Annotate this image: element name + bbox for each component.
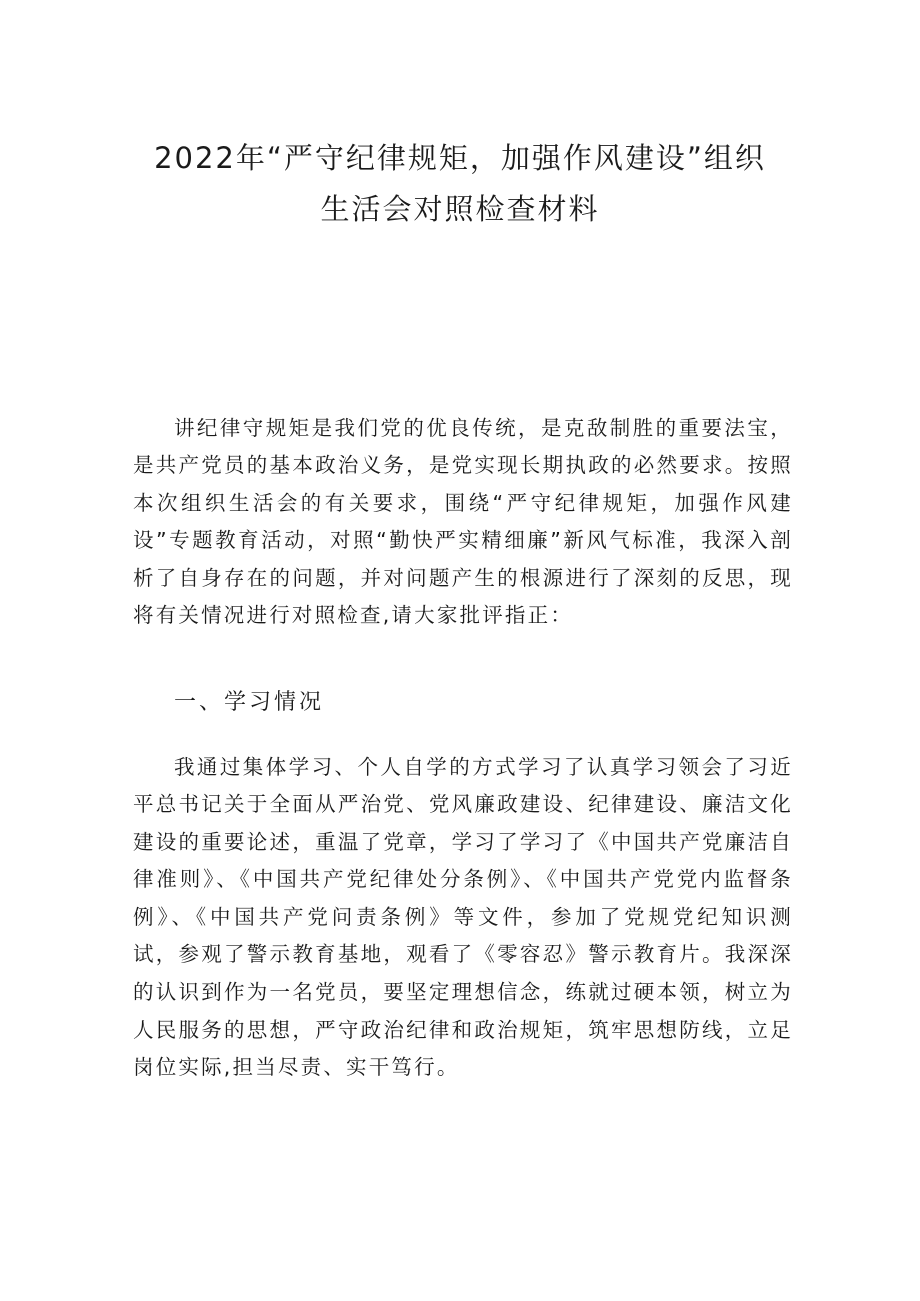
document-title-line-1: 2022年“严守纪律规矩，加强作风建设”组织	[154, 141, 766, 175]
section-heading-study: 一、学习情况	[174, 690, 325, 715]
intro-paragraph: 讲纪律守规矩是我们党的优良传统，是克敌制胜的重要法宝，是共产党员的基本政治义务，是党实现长期执政的必然要求。按照本次组织生活会的有关要求，围绕“严守纪律规矩，加强作风建设”专题教育活动，对照“勤快严实精细廉”新风气标准，我深入剖析了自身存在的问题，并对问题产生的根源进行了深刻的反思，现将有关情况进行对照检查,请大家批评指正：	[133, 415, 793, 628]
section-study-paragraph: 我通过集体学习、个人自学的方式学习了认真学习领会了习近平总书记关于全面从严治党、党风廉政建设、纪律建设、廉洁文化建设的重要论述，重温了党章，学习了学习了《中国共产党廉洁自律准则》、《中国共产党纪律处分条例》、《中国共产党党内监督条例》、《中国共产党问责条例》等文件，参加了党规党纪知识测试，参观了警示教育基地，观看了《零容忍》警示教育片。我深深的认识到作为一名党员，要坚定理想信念，练就过硬本领，树立为人民服务的思想，严守政治纪律和政治规矩，筑牢思想防线，立足岗位实际,担当尽责、实干笃行。	[133, 754, 793, 1080]
document-title-line-2: 生活会对照检查材料	[320, 192, 600, 226]
